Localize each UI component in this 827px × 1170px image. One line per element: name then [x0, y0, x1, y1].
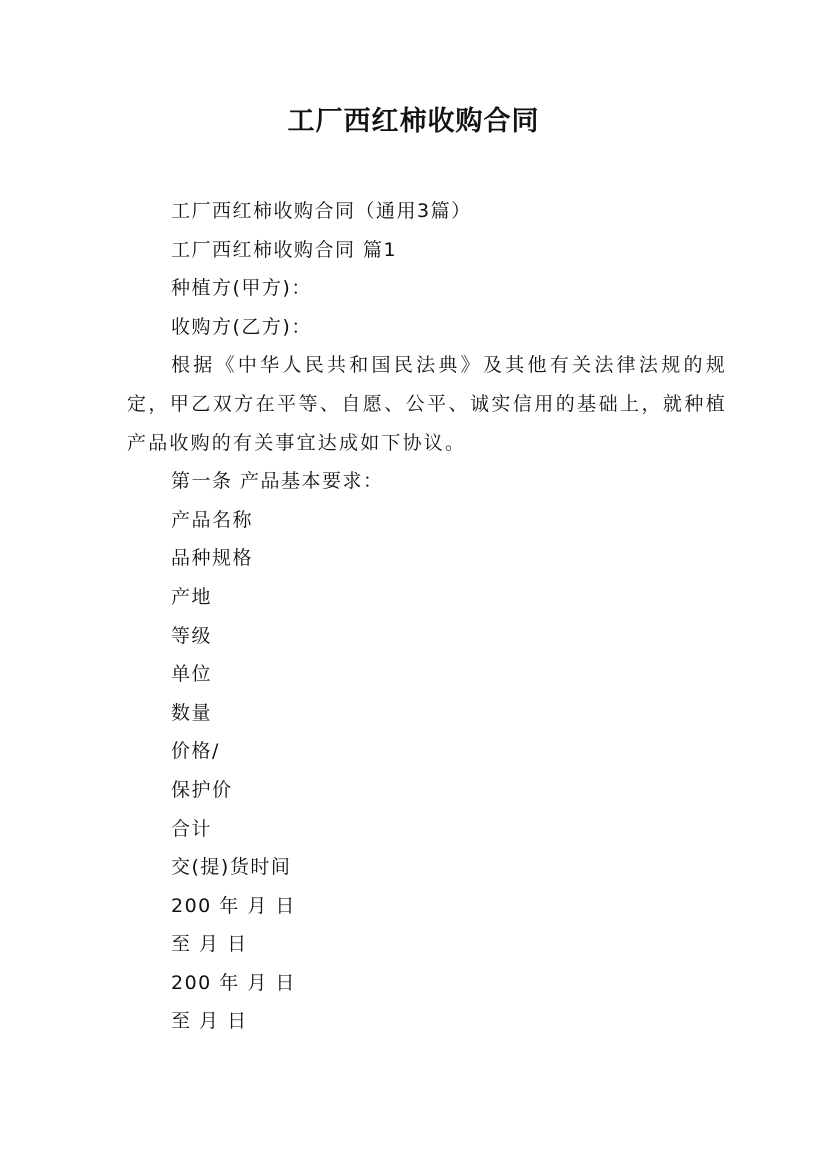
field-protection-price: 保护价: [171, 778, 233, 801]
document-title: 工厂西红柿收购合同: [287, 106, 540, 137]
field-quantity: 数量: [171, 701, 213, 724]
date-start-1: 200 年 月 日: [171, 894, 296, 917]
party-b-line: 收购方(乙方)：: [171, 315, 312, 338]
date-end-1: 至 月 日: [171, 933, 248, 956]
article-heading: 第一条 产品基本要求：: [171, 470, 384, 493]
field-unit: 单位: [171, 663, 213, 686]
document-body: [127, 192, 727, 1041]
field-variety-spec: 品种规格: [171, 547, 254, 570]
field-grade: 等级: [171, 624, 213, 647]
subtitle-line: 工厂西红柿收购合同（通用3篇）: [171, 200, 472, 222]
field-delivery-time: 交(提)货时间: [171, 856, 292, 879]
field-origin: 产地: [171, 585, 213, 608]
field-total: 合计: [171, 817, 213, 840]
party-a-line: 种植方(甲方)：: [171, 277, 312, 300]
intro-paragraph: 根据《中华人民共和国民法典》及其他有关法律法规的规定，甲乙双方在平等、自愿、公平、诚实信用的基础上，就种植产品收购的有关事宜达成如下协议。: [127, 354, 727, 454]
section-heading: 工厂西红柿收购合同 篇1: [171, 238, 398, 261]
date-start-2: 200 年 月 日: [171, 971, 296, 994]
field-price: 价格/: [171, 740, 220, 763]
date-end-2: 至 月 日: [171, 1010, 248, 1033]
field-product-name: 产品名称: [171, 508, 254, 531]
